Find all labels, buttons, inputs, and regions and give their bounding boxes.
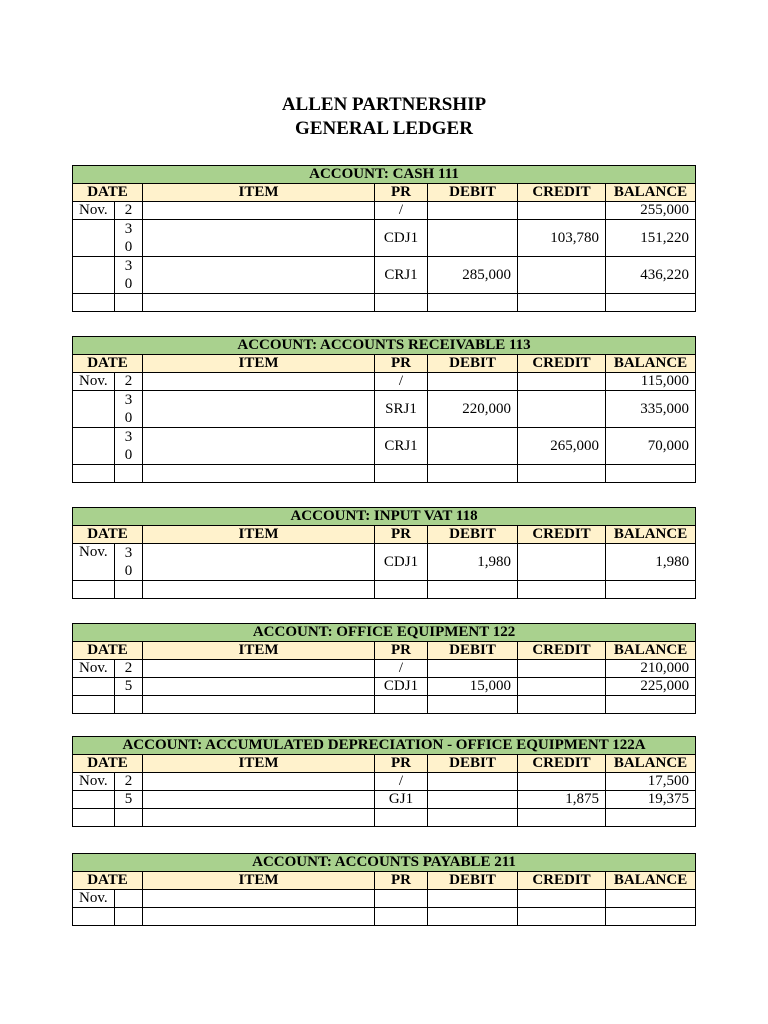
ledger-table [72, 623, 696, 714]
cell-month: Nov. [73, 660, 115, 678]
column-header-balance: BALANCE [606, 526, 696, 544]
cell-balance: 70,000 [606, 428, 696, 465]
table-row [73, 678, 696, 696]
empty-cell [428, 908, 518, 926]
cell-item [143, 202, 375, 220]
cell-day: 2 [115, 773, 143, 791]
empty-row [73, 294, 696, 312]
cell-credit [518, 202, 606, 220]
cell-day: 2 [115, 373, 143, 391]
column-header-debit: DEBIT [428, 184, 518, 202]
table-row [73, 428, 696, 465]
cell-credit [518, 373, 606, 391]
column-header-credit: CREDIT [518, 755, 606, 773]
cell-day-value: 3 0 [124, 392, 133, 426]
cell-debit [428, 660, 518, 678]
empty-cell [606, 465, 696, 483]
column-header-item: ITEM [143, 642, 375, 660]
cell-item [143, 791, 375, 809]
cell-balance [606, 890, 696, 908]
cell-debit [428, 890, 518, 908]
cell-day [115, 890, 143, 908]
ledger-table [72, 853, 696, 926]
cell-day: 5 [115, 791, 143, 809]
column-header-pr: PR [375, 755, 428, 773]
empty-cell [518, 294, 606, 312]
empty-cell [518, 908, 606, 926]
cell-debit [428, 791, 518, 809]
cell-month: Nov. [73, 373, 115, 391]
cell-day-value: 3 0 [124, 221, 133, 255]
empty-cell [143, 809, 375, 827]
cell-day [115, 220, 143, 257]
cell-balance: 436,220 [606, 257, 696, 294]
ledger-table [72, 165, 696, 312]
cell-item [143, 890, 375, 908]
empty-cell [143, 696, 375, 714]
column-header-row [73, 184, 696, 202]
table-row [73, 660, 696, 678]
empty-cell [115, 696, 143, 714]
table-row [73, 202, 696, 220]
account-header-row [73, 337, 696, 355]
cell-pr: CRJ1 [375, 257, 428, 294]
cell-credit [518, 660, 606, 678]
empty-cell [428, 809, 518, 827]
empty-cell [375, 696, 428, 714]
empty-cell [115, 809, 143, 827]
cell-month [73, 220, 115, 257]
column-header-date: DATE [73, 872, 143, 890]
table-row [73, 791, 696, 809]
cell-item [143, 544, 375, 581]
cell-item [143, 220, 375, 257]
cell-balance: 151,220 [606, 220, 696, 257]
account-title: ACCOUNT: ACCUMULATED DEPRECIATION - OFFICE EQUIPMENT 122A [73, 737, 696, 755]
cell-balance: 1,980 [606, 544, 696, 581]
empty-cell [518, 465, 606, 483]
cell-balance: 335,000 [606, 391, 696, 428]
table-row [73, 257, 696, 294]
empty-cell [73, 294, 115, 312]
empty-cell [375, 581, 428, 599]
cell-day-value: 3 0 [124, 545, 133, 579]
cell-day [115, 391, 143, 428]
cell-debit [428, 220, 518, 257]
cell-debit: 1,980 [428, 544, 518, 581]
empty-row [73, 465, 696, 483]
cell-day [115, 257, 143, 294]
cell-month: Nov. [73, 890, 115, 908]
cell-balance: 17,500 [606, 773, 696, 791]
cell-month: Nov. [73, 202, 115, 220]
cell-debit [428, 773, 518, 791]
cell-credit: 103,780 [518, 220, 606, 257]
table-row [73, 220, 696, 257]
empty-row [73, 809, 696, 827]
cell-credit: 265,000 [518, 428, 606, 465]
column-header-item: ITEM [143, 872, 375, 890]
column-header-date: DATE [73, 355, 143, 373]
column-header-credit: CREDIT [518, 642, 606, 660]
column-header-date: DATE [73, 642, 143, 660]
account-title: ACCOUNT: CASH 111 [73, 166, 696, 184]
cell-credit [518, 257, 606, 294]
empty-cell [143, 581, 375, 599]
cell-credit [518, 678, 606, 696]
table-row [73, 773, 696, 791]
company-title: ALLEN PARTNERSHIP [281, 94, 487, 115]
cell-month: Nov. [73, 544, 115, 581]
column-header-item: ITEM [143, 355, 375, 373]
empty-cell [143, 465, 375, 483]
account-header-row [73, 737, 696, 755]
column-header-debit: DEBIT [428, 526, 518, 544]
cell-item [143, 391, 375, 428]
column-header-row [73, 642, 696, 660]
cell-day-value: 3 0 [124, 429, 133, 463]
column-header-pr: PR [375, 872, 428, 890]
cell-month [73, 791, 115, 809]
cell-balance: 255,000 [606, 202, 696, 220]
empty-cell [606, 294, 696, 312]
column-header-row [73, 872, 696, 890]
column-header-balance: BALANCE [606, 755, 696, 773]
empty-cell [115, 581, 143, 599]
cell-month: Nov. [73, 773, 115, 791]
cell-debit [428, 373, 518, 391]
ledger-table [72, 507, 696, 599]
cell-balance: 19,375 [606, 791, 696, 809]
account-header-row [73, 624, 696, 642]
column-header-credit: CREDIT [518, 355, 606, 373]
column-header-balance: BALANCE [606, 642, 696, 660]
cell-credit [518, 391, 606, 428]
cell-item [143, 257, 375, 294]
cell-month [73, 257, 115, 294]
cell-pr: / [375, 660, 428, 678]
empty-cell [143, 294, 375, 312]
empty-cell [606, 581, 696, 599]
column-header-date: DATE [73, 526, 143, 544]
cell-month [73, 391, 115, 428]
column-header-credit: CREDIT [518, 526, 606, 544]
cell-day: 2 [115, 202, 143, 220]
empty-row [73, 696, 696, 714]
column-header-balance: BALANCE [606, 355, 696, 373]
cell-balance: 210,000 [606, 660, 696, 678]
column-header-row [73, 755, 696, 773]
empty-cell [73, 581, 115, 599]
cell-day: 5 [115, 678, 143, 696]
cell-item [143, 428, 375, 465]
column-header-debit: DEBIT [428, 755, 518, 773]
empty-cell [518, 809, 606, 827]
table-row [73, 890, 696, 908]
column-header-item: ITEM [143, 526, 375, 544]
empty-cell [73, 809, 115, 827]
column-header-debit: DEBIT [428, 872, 518, 890]
cell-pr: / [375, 773, 428, 791]
empty-cell [115, 294, 143, 312]
cell-credit [518, 890, 606, 908]
cell-day [115, 544, 143, 581]
cell-month [73, 428, 115, 465]
cell-item [143, 678, 375, 696]
column-header-debit: DEBIT [428, 355, 518, 373]
column-header-item: ITEM [143, 755, 375, 773]
empty-cell [73, 696, 115, 714]
empty-cell [73, 465, 115, 483]
column-header-balance: BALANCE [606, 184, 696, 202]
cell-debit [428, 202, 518, 220]
account-header-row [73, 508, 696, 526]
cell-balance: 115,000 [606, 373, 696, 391]
column-header-row [73, 526, 696, 544]
cell-item [143, 373, 375, 391]
cell-item [143, 773, 375, 791]
ledger-title: GENERAL LEDGER [295, 118, 473, 139]
cell-pr: SRJ1 [375, 391, 428, 428]
empty-cell [115, 908, 143, 926]
column-header-pr: PR [375, 355, 428, 373]
cell-debit: 285,000 [428, 257, 518, 294]
cell-pr [375, 890, 428, 908]
account-title: ACCOUNT: ACCOUNTS PAYABLE 211 [73, 854, 696, 872]
column-header-credit: CREDIT [518, 184, 606, 202]
empty-cell [375, 294, 428, 312]
account-header-row [73, 854, 696, 872]
column-header-pr: PR [375, 526, 428, 544]
empty-cell [606, 908, 696, 926]
cell-debit: 220,000 [428, 391, 518, 428]
empty-cell [375, 809, 428, 827]
ledger-table [72, 736, 696, 827]
empty-cell [73, 908, 115, 926]
column-header-balance: BALANCE [606, 872, 696, 890]
column-header-debit: DEBIT [428, 642, 518, 660]
empty-cell [115, 465, 143, 483]
page-titles [0, 93, 768, 141]
column-header-date: DATE [73, 184, 143, 202]
column-header-pr: PR [375, 184, 428, 202]
cell-day-value: 3 0 [124, 258, 133, 292]
cell-pr: CDJ1 [375, 678, 428, 696]
empty-cell [606, 809, 696, 827]
empty-cell [428, 294, 518, 312]
cell-month [73, 678, 115, 696]
empty-cell [606, 696, 696, 714]
cell-pr: CDJ1 [375, 544, 428, 581]
column-header-item: ITEM [143, 184, 375, 202]
empty-cell [428, 696, 518, 714]
empty-cell [518, 581, 606, 599]
table-row [73, 544, 696, 581]
cell-item [143, 660, 375, 678]
empty-cell [428, 581, 518, 599]
column-header-pr: PR [375, 642, 428, 660]
column-header-credit: CREDIT [518, 872, 606, 890]
empty-row [73, 581, 696, 599]
cell-credit: 1,875 [518, 791, 606, 809]
table-row [73, 373, 696, 391]
cell-balance: 225,000 [606, 678, 696, 696]
empty-cell [375, 465, 428, 483]
account-title: ACCOUNT: OFFICE EQUIPMENT 122 [73, 624, 696, 642]
empty-cell [143, 908, 375, 926]
cell-credit [518, 773, 606, 791]
empty-row [73, 908, 696, 926]
column-header-row [73, 355, 696, 373]
account-header-row [73, 166, 696, 184]
cell-day [115, 428, 143, 465]
cell-pr: / [375, 373, 428, 391]
cell-debit [428, 428, 518, 465]
cell-pr: CRJ1 [375, 428, 428, 465]
ledger-table [72, 336, 696, 483]
column-header-date: DATE [73, 755, 143, 773]
empty-cell [428, 465, 518, 483]
cell-debit: 15,000 [428, 678, 518, 696]
cell-credit [518, 544, 606, 581]
account-title: ACCOUNT: INPUT VAT 118 [73, 508, 696, 526]
account-title: ACCOUNT: ACCOUNTS RECEIVABLE 113 [73, 337, 696, 355]
table-row [73, 391, 696, 428]
cell-day: 2 [115, 660, 143, 678]
empty-cell [518, 696, 606, 714]
cell-pr: GJ1 [375, 791, 428, 809]
empty-cell [375, 908, 428, 926]
cell-pr: CDJ1 [375, 220, 428, 257]
cell-pr: / [375, 202, 428, 220]
